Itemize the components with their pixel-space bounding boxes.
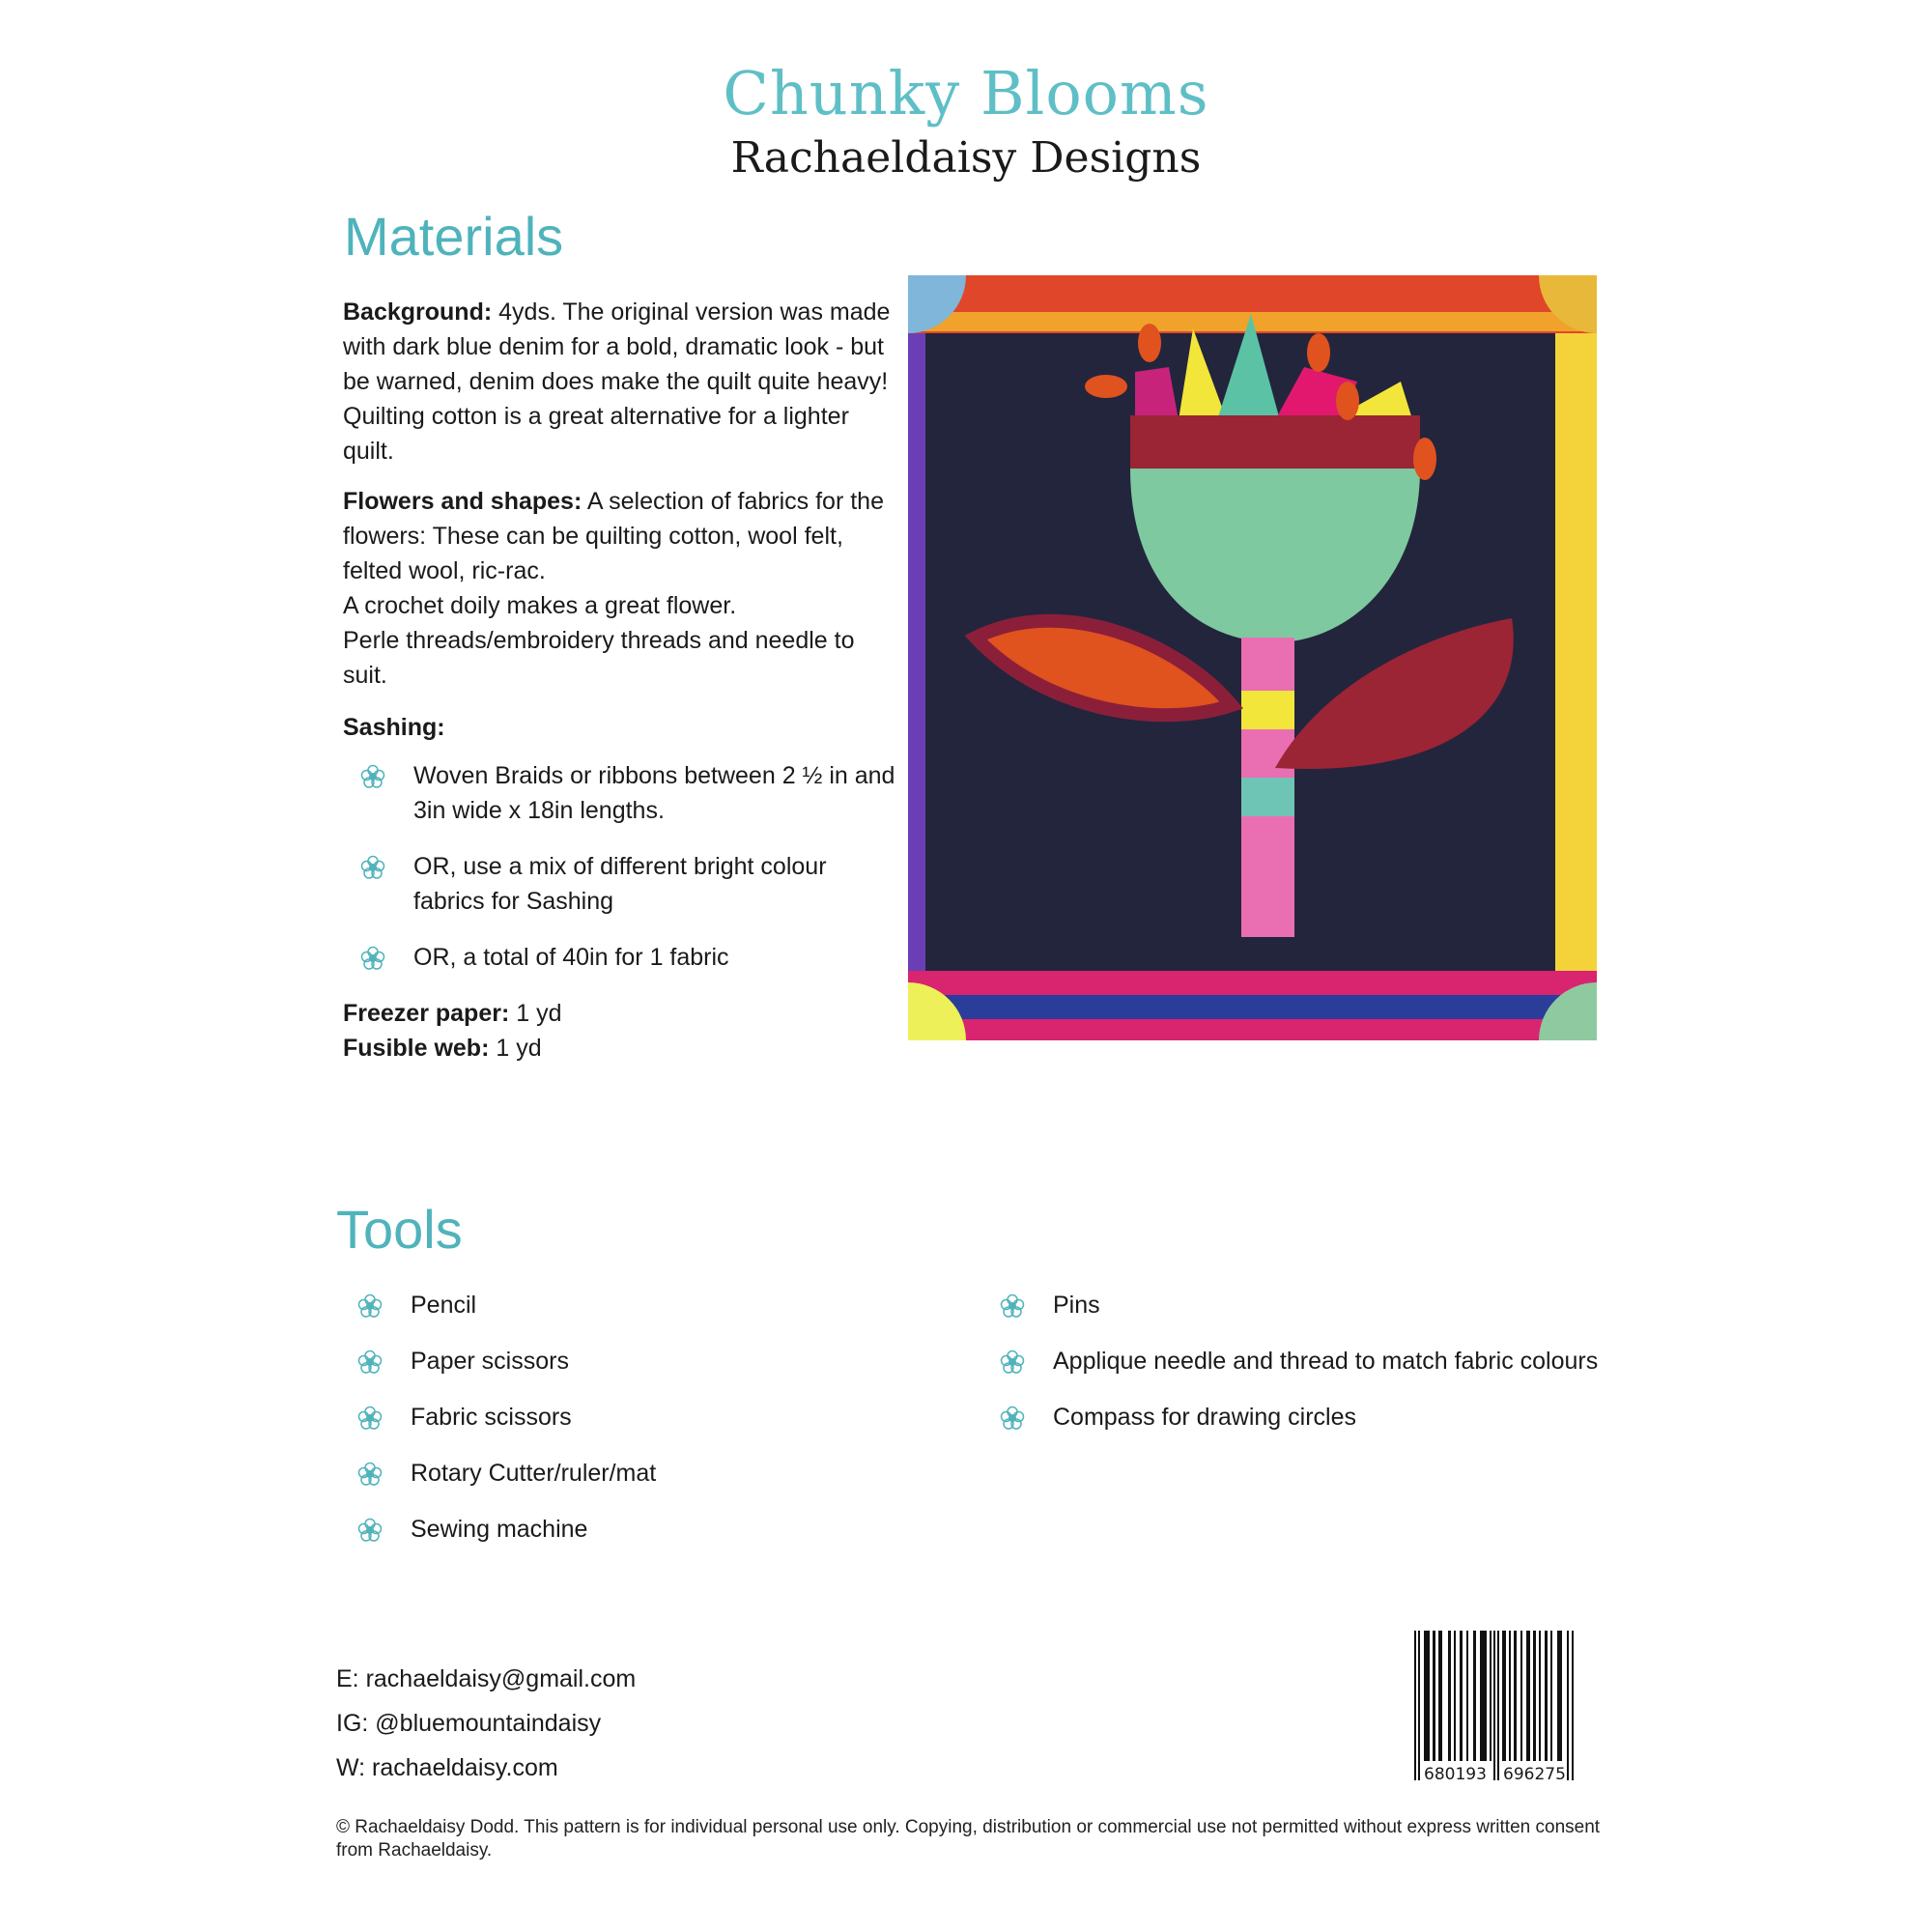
tool-item-text: Pencil xyxy=(411,1292,477,1319)
fusible-value: 1 yd xyxy=(489,1035,542,1062)
list-item xyxy=(982,1400,1601,1435)
freezer-paper-row xyxy=(343,996,903,1031)
barcode-number-right: 696275 xyxy=(1503,1765,1566,1784)
copyright-notice: © Rachaeldaisy Dodd. This pattern is for individual personal use only. Copying, distribution or commercial use not permitted without express written consent from Rachaeldaisy. xyxy=(336,1817,1601,1861)
fusible-web-row xyxy=(343,1031,903,1065)
list-item xyxy=(340,1512,920,1547)
flower-bullet-icon xyxy=(357,1462,383,1487)
flower-stem xyxy=(1241,638,1294,937)
tools-list-right xyxy=(982,1288,1601,1456)
flower-bullet-icon xyxy=(360,855,385,880)
designer-name: Rachaeldaisy Designs xyxy=(730,133,1202,183)
sashing-label: Sashing: xyxy=(343,714,445,741)
pattern-title: Chunky Blooms xyxy=(723,58,1209,128)
background-paragraph xyxy=(343,295,903,469)
freezer-label: Freezer paper: xyxy=(343,1000,510,1027)
tool-item-text: Rotary Cutter/ruler/mat xyxy=(411,1460,657,1487)
list-item xyxy=(340,1288,920,1322)
tools-list-left xyxy=(340,1288,920,1568)
flower-bullet-icon xyxy=(360,764,385,789)
list-item xyxy=(343,940,903,975)
list-item xyxy=(340,1456,920,1491)
flowers-paragraph xyxy=(343,484,903,693)
materials-section xyxy=(343,295,903,1065)
contact-info xyxy=(336,1657,636,1790)
list-item xyxy=(982,1288,1601,1322)
flower-bullet-icon xyxy=(1000,1293,1025,1319)
flower-bullet-icon xyxy=(360,946,385,971)
contact-website: W: rachaeldaisy.com xyxy=(336,1754,558,1781)
freezer-value: 1 yd xyxy=(509,1000,562,1027)
contact-instagram: IG: @bluemountaindaisy xyxy=(336,1710,602,1737)
list-item xyxy=(343,849,903,919)
barcode-number-left: 680193 xyxy=(1424,1765,1487,1784)
sashing-item-text: OR, a total of 40in for 1 fabric xyxy=(413,944,729,971)
tools-heading: Tools xyxy=(336,1199,463,1260)
flowers-threads: Perle threads/embroidery threads and needle to suit. xyxy=(343,627,855,689)
flower-bullet-icon xyxy=(357,1518,383,1543)
fusible-label: Fusible web: xyxy=(343,1035,490,1062)
flower-bullet-icon xyxy=(1000,1406,1025,1431)
sashing-item-text: OR, use a mix of different bright colour fabrics for Sashing xyxy=(413,853,827,915)
flowers-text: A selection of fabrics for the flowers: These can be quilting cotton, wool felt, felted wool, ric-rac. xyxy=(343,488,884,584)
tool-item-text: Paper scissors xyxy=(411,1348,569,1375)
quilt-photo xyxy=(908,275,1597,1040)
list-item xyxy=(340,1344,920,1378)
sashing-list xyxy=(343,758,903,975)
tool-item-text: Sewing machine xyxy=(411,1516,588,1543)
list-item xyxy=(343,758,903,828)
flower-bullet-icon xyxy=(357,1406,383,1431)
materials-heading: Materials xyxy=(344,206,564,267)
sashing-label-row xyxy=(343,710,903,745)
list-item xyxy=(982,1344,1601,1378)
flower-bullet-icon xyxy=(357,1350,383,1375)
list-item xyxy=(340,1400,920,1435)
background-text: 4yds. The original version was made with dark blue denim for a bold, dramatic look - but be warned, denim does make the quilt quite heavy! Quilting cotton is a great alternative for a lighter quilt. xyxy=(343,298,891,465)
tool-item-text: Pins xyxy=(1053,1292,1100,1319)
flower-bullet-icon xyxy=(1000,1350,1025,1375)
flowers-doily: A crochet doily makes a great flower. xyxy=(343,592,737,619)
flower-bullet-icon xyxy=(357,1293,383,1319)
tool-item-text: Compass for drawing circles xyxy=(1053,1404,1356,1431)
barcode-icon xyxy=(1412,1631,1581,1780)
tool-item-text: Fabric scissors xyxy=(411,1404,572,1431)
tool-item-text: Applique needle and thread to match fabric colours xyxy=(1053,1348,1599,1375)
contact-email: E: rachaeldaisy@gmail.com xyxy=(336,1665,637,1692)
sashing-item-text: Woven Braids or ribbons between 2 ½ in and 3in wide x 18in lengths. xyxy=(413,762,895,824)
background-label: Background: xyxy=(343,298,493,326)
flowers-label: Flowers and shapes: xyxy=(343,488,582,515)
